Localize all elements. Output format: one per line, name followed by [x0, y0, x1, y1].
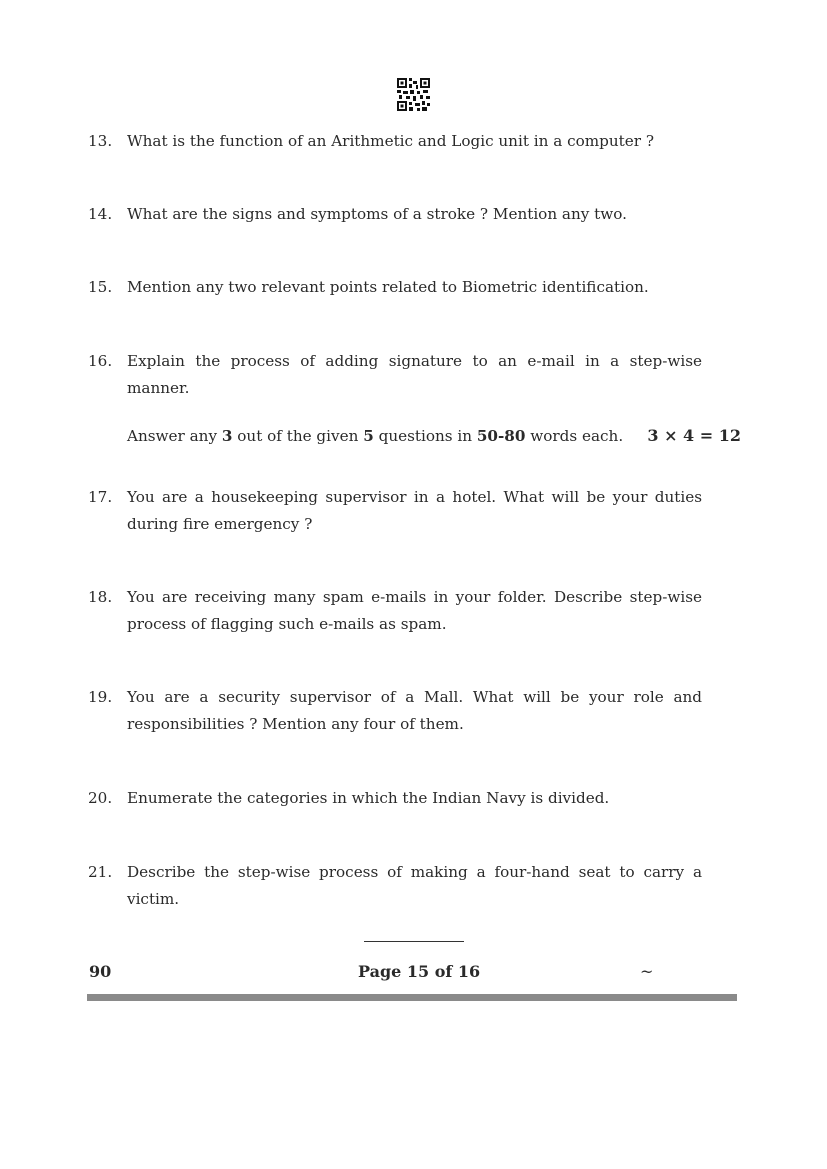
instruction-middle: out of the given [232, 427, 364, 445]
question-number: 21. [88, 863, 113, 881]
footer-tilde: ~ [640, 962, 654, 981]
question-number: 18. [88, 588, 113, 606]
question-15 [88, 274, 702, 301]
question-number: 17. [88, 488, 113, 506]
question-text: Mention any two relevant points related to Biometric identification. [127, 278, 649, 296]
section-marks: 3 × 4 = 12 [647, 426, 741, 445]
instruction-count: 3 [221, 427, 233, 445]
qr-code-icon [397, 78, 430, 111]
instruction-words: 50-80 [476, 427, 526, 445]
question-20 [88, 785, 702, 812]
question-16 [88, 348, 702, 401]
paper-code: 90 [89, 962, 112, 981]
question-text: Enumerate the categories in which the Indian Navy is divided. [127, 789, 610, 807]
instruction-total: 5 [363, 427, 374, 445]
question-number: 14. [88, 205, 113, 223]
question-14 [88, 201, 702, 228]
instruction-prefix: Answer any [127, 427, 222, 445]
question-number: 19. [88, 688, 113, 706]
question-text: You are receiving many spam e-mails in your folder. Describe step-wise process of flagging such e-mails as spam. [127, 588, 702, 633]
question-21 [88, 859, 702, 912]
footer-rule [87, 994, 737, 1001]
question-text: Describe the step-wise process of making a four-hand seat to carry a victim. [127, 863, 702, 908]
instruction-suffix: words each. [525, 427, 624, 445]
section-instruction [127, 423, 741, 449]
question-text: Explain the process of adding signature to an e-mail in a step-wise manner. [127, 352, 702, 397]
question-13 [88, 128, 702, 155]
question-17 [88, 484, 702, 537]
question-number: 20. [88, 789, 113, 807]
question-number: 13. [88, 132, 113, 150]
question-text: You are a security supervisor of a Mall. What will be your role and responsibilities ? Mention any four of them. [127, 688, 702, 733]
question-number: 16. [88, 352, 113, 370]
instruction-middle2: questions in [373, 427, 477, 445]
question-text: You are a housekeeping supervisor in a hotel. What will be your duties during fire emergency ? [127, 488, 702, 533]
question-number: 15. [88, 278, 113, 296]
question-text: What are the signs and symptoms of a stroke ? Mention any two. [127, 205, 627, 223]
question-19 [88, 684, 702, 737]
page-number: Page 15 of 16 [358, 962, 481, 981]
end-divider [364, 941, 464, 942]
question-18 [88, 584, 702, 637]
question-text: What is the function of an Arithmetic and Logic unit in a computer ? [127, 132, 654, 150]
